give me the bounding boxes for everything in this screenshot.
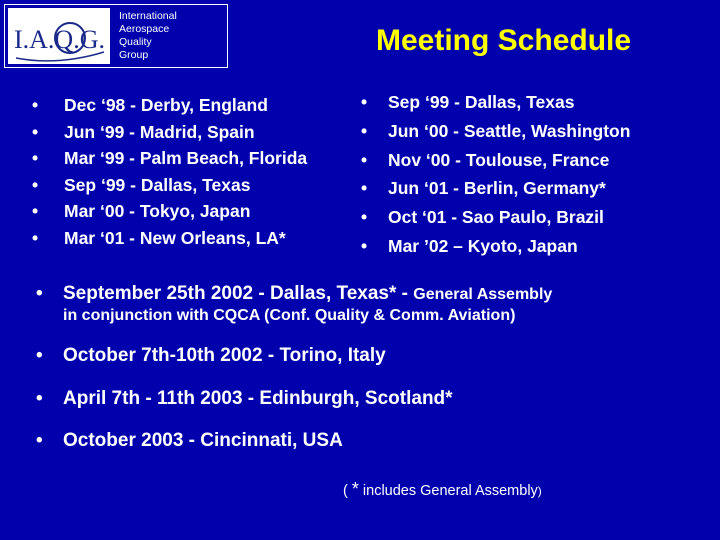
bullet-icon: •	[361, 92, 368, 112]
bullet-icon: •	[32, 201, 39, 221]
org-name-line-3: Quality	[119, 36, 152, 48]
bullet-icon: •	[32, 95, 39, 115]
meeting-text: Mar ’02 – Kyoto, Japan	[388, 235, 578, 256]
org-name-line-2: Aerospace	[119, 23, 170, 35]
footnote-star: *	[351, 479, 359, 499]
bullet-icon: •	[32, 174, 39, 195]
list-item	[361, 203, 630, 232]
meeting-text: Mar ‘99 - Palm Beach, Florida	[64, 148, 308, 168]
bullet-icon: •	[361, 207, 368, 228]
upcoming-text	[63, 283, 552, 305]
list-item	[361, 88, 630, 117]
meeting-text: Nov ‘00 - Toulouse, France	[388, 149, 610, 170]
list-item	[361, 146, 630, 175]
list-item	[32, 225, 307, 252]
meeting-text: Oct ‘01 - Sao Paulo, Brazil	[388, 207, 604, 228]
upcoming-text: October 2003 - Cincinnati, USA	[63, 430, 343, 451]
meeting-text: Mar ‘01 - New Orleans, LA*	[64, 227, 286, 248]
list-item	[32, 92, 307, 119]
org-name	[119, 10, 227, 62]
bullet-icon: •	[32, 121, 39, 142]
bullet-icon: •	[36, 430, 43, 451]
meeting-text: Jun ‘99 - Madrid, Spain	[64, 121, 255, 142]
meeting-text: Jun ‘00 - Seattle, Washington	[388, 120, 631, 141]
bullet-icon: •	[361, 235, 368, 256]
list-item	[32, 172, 307, 199]
list-item	[361, 174, 630, 203]
right-meeting-list	[361, 88, 630, 261]
list-item	[32, 119, 307, 146]
meeting-text: Mar ‘00 - Tokyo, Japan	[64, 201, 251, 221]
left-meeting-list	[32, 92, 307, 251]
page-title: Meeting Schedule	[376, 24, 632, 57]
bullet-icon: •	[36, 283, 43, 304]
org-name-line-1: International	[119, 10, 177, 22]
meeting-text: Sep ‘99 - Dallas, Texas	[64, 174, 251, 195]
bullet-icon: •	[36, 345, 43, 366]
footnote-close: )	[537, 484, 542, 498]
org-name-line-4: Group	[119, 49, 149, 61]
upcoming-continuation: in conjunction with CQCA (Conf. Quality & Comm. Aviation)	[63, 307, 516, 324]
logo-panel	[4, 4, 228, 68]
iaqg-logo	[8, 8, 110, 64]
bullet-icon: •	[361, 120, 368, 141]
logo-letters: I.A.Q.G.	[14, 25, 105, 54]
list-item	[32, 145, 307, 172]
bullet-icon: •	[32, 148, 39, 168]
list-item	[361, 117, 630, 146]
footnote	[343, 479, 542, 500]
meeting-text: Sep ‘99 - Dallas, Texas	[388, 92, 575, 112]
upcoming-text: April 7th - 11th 2003 - Edinburgh, Scotland*	[63, 388, 453, 409]
upcoming-text: October 7th-10th 2002 - Torino, Italy	[63, 345, 386, 366]
upcoming-main: September 25th 2002 - Dallas, Texas* -	[63, 283, 414, 304]
footnote-open: (	[343, 483, 352, 499]
bullet-icon: •	[32, 227, 39, 248]
upcoming-note: General Assembly	[413, 286, 553, 303]
meeting-text: Dec ‘98 - Derby, England	[64, 95, 268, 115]
bullet-icon: •	[36, 388, 43, 409]
bullet-icon: •	[361, 149, 368, 170]
list-item	[361, 232, 630, 261]
meeting-text: Jun ‘01 - Berlin, Germany*	[388, 178, 606, 199]
list-item	[32, 198, 307, 225]
footnote-text: includes General Assembly	[358, 483, 538, 499]
bullet-icon: •	[361, 178, 368, 199]
